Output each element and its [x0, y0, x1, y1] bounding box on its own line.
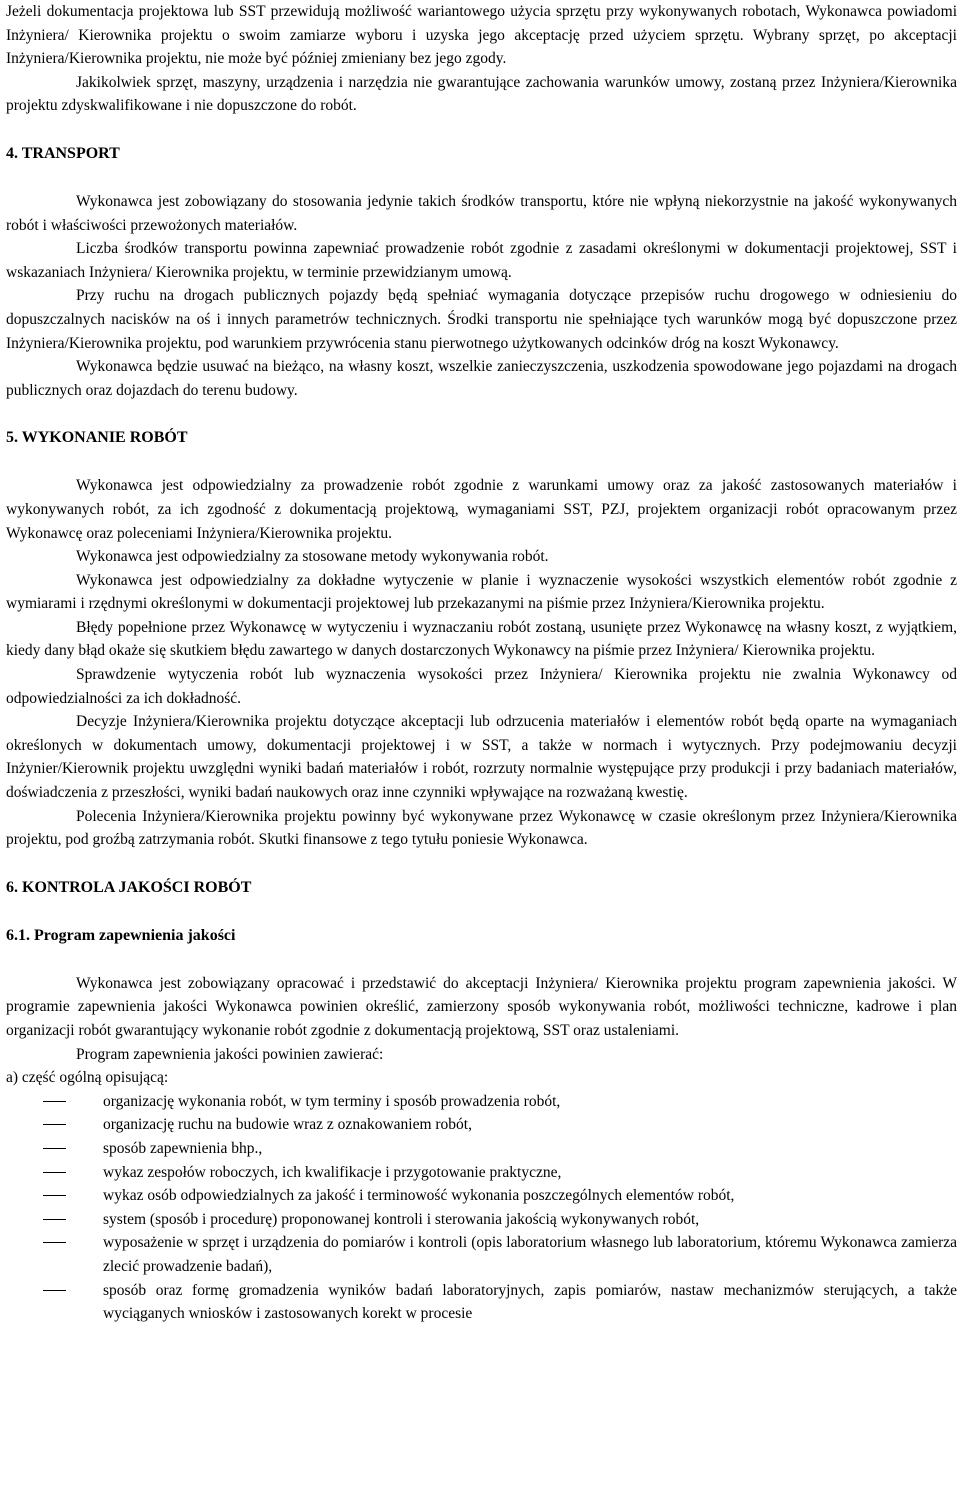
spacer [6, 852, 957, 876]
list-item: system (sposób i procedurę) proponowanej kontroli i sterowania jakością wykonywanych robót, [103, 1208, 957, 1232]
section-4-paragraph-1: Wykonawca jest zobowiązany do stosowania jedynie takich środków transportu, które nie wpłyną niekorzystnie na jakość wykonywanych robót i właściwości przewożonych materiałów. [6, 192, 957, 234]
section-5-paragraph-4: Błędy popełnione przez Wykonawcę w wytyczeniu i wyznaczaniu robót zostaną, usunięte przez Wykonawcę na własny koszt, z wyjątkiem, kiedy dany błąd okaże się skutkiem błędu zawartego w danych dostarczonych Wykonawcy na piśmie przez Inżyniera/ Kierownika projektu. [6, 618, 957, 660]
section-5-heading: 5. WYKONANIE ROBÓT [6, 429, 188, 447]
list-item: wykaz zespołów roboczych, ich kwalifikacje i przygotowanie praktyczne, [103, 1161, 957, 1185]
section-5-paragraph-6: Decyzje Inżyniera/Kierownika projektu dotyczące akceptacji lub odrzucenia materiałów i elementów robót będą oparte na wymaganiach określonych w dokumentach umowy, dokumentacji projektowej i w SST, a także w normach i wytycznych. Przy podejmowaniu decyzji Inżynier/Kierownik projektu uwzględni wyniki badań materiałów i robót, rozrzuty normalnie występujące przy produkcji i przy badaniach materiałów, doświadczenia z przeszłości, wyniki badań naukowych oraz inne czynniki wpływające na rozważaną kwestię. [6, 713, 957, 802]
list-item: organizację wykonania robót, w tym terminy i sposób prowadzenia robót, [103, 1090, 957, 1114]
section-6-paragraph-2: Program zapewnienia jakości powinien zawierać: [76, 1045, 384, 1063]
section-4-paragraph-2: Liczba środków transportu powinna zapewniać prowadzenie robót zgodnie z zasadami określonymi w dokumentacji projektowej, SST i wskazaniach Inżyniera/ Kierownika projektu, w terminie przewidzianym umową. [6, 240, 957, 281]
spacer [6, 948, 957, 972]
list-item: sposób zapewnienia bhp., [103, 1137, 957, 1161]
intro-paragraph-2: Jakikolwiek sprzęt, maszyny, urządzenia i narzędzia nie gwarantujące zachowania warunków umowy, zostaną przez Inżyniera/Kierownika projektu zdyskwalifikowane i nie dopuszczone do robót. [6, 73, 957, 115]
list-item: sposób oraz formę gromadzenia wyników badań laboratoryjnych, zapis pomiarów, nastaw mechanizmów sterujących, a także wyciąganych wniosków i zastosowanych korekt w procesie [103, 1279, 957, 1326]
spacer [6, 900, 957, 924]
section-5-paragraph-7: Polecenia Inżyniera/Kierownika projektu powinny być wykonywane przez Wykonawcę w czasie określonym przez Inżyniera/Kierownika projektu, pod groźbą zatrzymania robót. Skutki finansowe z tego tytułu poniesie Wykonawca. [6, 807, 957, 849]
list-item: wykaz osób odpowiedzialnych za jakość i terminowość wykonania poszczególnych elementów robót, [103, 1184, 957, 1208]
list-item: organizację ruchu na budowie wraz z oznakowaniem robót, [103, 1113, 957, 1137]
spacer [6, 402, 957, 426]
section-6-heading: 6. KONTROLA JAKOŚCI ROBÓT [6, 878, 252, 896]
section-6-1-heading: 6.1. Program zapewnienia jakości [6, 926, 236, 944]
section-6-paragraph-1: Wykonawca jest zobowiązany opracować i przedstawić do akceptacji Inżyniera/ Kierownika projektu program zapewnienia jakości. W programie zapewnienia jakości Wykonawca powinien określić, zamierzony sposób wykonywania robót, możliwości techniczne, kadrowe i plan organizacji robót gwarantujący wykonanie robót zgodnie z dokumentacją projektową, SST oraz ustaleniami. [6, 974, 957, 1039]
requirements-list [6, 1090, 957, 1326]
section-5-paragraph-2: Wykonawca jest odpowiedzialny za stosowane metody wykonywania robót. [76, 548, 549, 566]
spacer [6, 118, 957, 142]
intro-paragraph-1: Jeżeli dokumentacja projektowa lub SST przewidują możliwość wariantowego użycia sprzętu przy wykonywanych robotach, Wykonawca powiadomi Inżyniera/ Kierownika projektu o swoim zamiarze wyboru i uzyska jego akceptację przed użyciem sprzętu. Wybrany sprzęt, po akceptacji Inżyniera/Kierownika projektu, nie może być później zmieniany bez jego zgody. [6, 3, 957, 68]
section-5-paragraph-1: Wykonawca jest odpowiedzialny za prowadzenie robót zgodnie z warunkami umowy oraz za jakość zastosowanych materiałów i wykonywanych robót, za ich zgodność z dokumentacją projektową, wymaganiami SST, PZJ, projektem organizacji robót opracowanym przez Wykonawcę oraz poleceniami Inżyniera/Kierownika projektu. [6, 477, 957, 542]
section-5-paragraph-3: Wykonawca jest odpowiedzialny za dokładne wytyczenie w planie i wyznaczenie wysokości wszystkich elementów robót zgodnie z wymiarami i rzędnymi określonymi w dokumentacji projektowej lub przekazanymi na piśmie przez Inżyniera/Kierownika projektu. [6, 571, 957, 613]
list-label: a) część ogólną opisującą: [6, 1069, 169, 1087]
section-4-paragraph-4: Wykonawca będzie usuwać na bieżąco, na własny koszt, wszelkie zanieczyszczenia, uszkodzenia spowodowane jego pojazdami na drogach publicznych oraz dojazdach do terenu budowy. [6, 358, 957, 399]
section-4-heading: 4. TRANSPORT [6, 144, 120, 162]
spacer [6, 450, 957, 474]
list-item: wyposażenie w sprzęt i urządzenia do pomiarów i kontroli (opis laboratorium własnego lub laboratorium, któremu Wykonawca zamierza zlecić prowadzenie badań), [103, 1231, 957, 1278]
spacer [6, 166, 957, 190]
section-5-paragraph-5: Sprawdzenie wytyczenia robót lub wyznaczenia wysokości przez Inżyniera/ Kierownika projektu nie zwalnia Wykonawcy od odpowiedzialności za ich dokładność. [6, 666, 957, 707]
section-4-paragraph-3: Przy ruchu na drogach publicznych pojazdy będą spełniać wymagania dotyczące przepisów ruchu drogowego w odniesieniu do dopuszczalnych nacisków na oś i innych parametrów technicznych. Środki transportu nie spełniające tych warunków mogą być dopuszczone przez Inżyniera/Kierownika projektu, pod warunkiem przywrócenia stanu pierwotnego użytkowanych odcinków dróg na koszt Wykonawcy. [6, 287, 957, 352]
